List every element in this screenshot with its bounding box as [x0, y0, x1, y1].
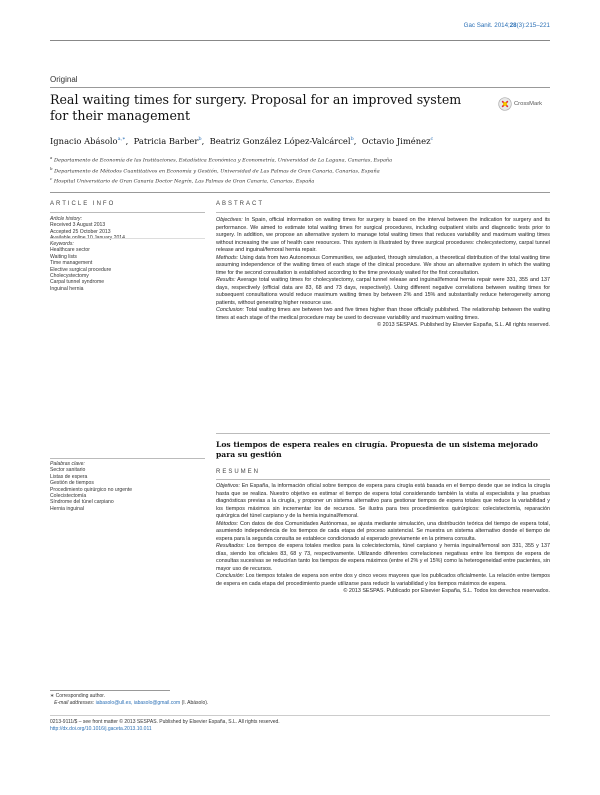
- keyword-item: Inguinal hernia: [50, 285, 84, 292]
- article-info-heading: ARTICLE INFO: [50, 201, 116, 207]
- abstract-heading: ABSTRACT: [216, 201, 265, 207]
- abstract-rule: [216, 212, 550, 213]
- keyword-item: Listas de espera: [50, 473, 88, 480]
- author-name[interactable]: Octavio Jiménez: [361, 136, 431, 146]
- author-name[interactable]: Ignacio Abásolo: [50, 136, 118, 146]
- keyword-item: Síndrome del túnel carpiano: [50, 499, 114, 506]
- footer-rule: [50, 715, 550, 716]
- author-affil-sup[interactable]: b: [350, 136, 354, 143]
- resumen-copyright: © 2013 SESPAS. Publicado por Elsevier España, S.L. Todos los derechos reservados.: [343, 588, 550, 594]
- abstract-paragraph: Objetivos: En España, la información oficial sobre tiempos de espera para cirugía está basada en el tiempo desde que se indica la cirugía hasta que se realiza. Nuestro objetivo es estimar el tiempo de espera total considerando también la visita al especialista y las pruebas diagnósticas previas a la cirugía, y proponer un sistema alternativo para gestionar tiempos de espera totales que reduce la variabilidad y los tiempos máximos sin incrementar los de recursos. Se ilustra para tres procedimientos quirúrgicos: colecistectomía, reparación quirúrgica del túnel carpiano y de la hernia inguinal/femoral.: [216, 483, 551, 519]
- article-info-rule: [50, 212, 205, 213]
- abstract-spanish: [216, 483, 550, 596]
- history-item: Accepted 25 October 2013: [50, 228, 111, 235]
- resumen-heading: RESUMEN: [216, 469, 261, 475]
- keyword-item: Cholecystectomy: [50, 273, 89, 280]
- issn-footer: 0213-9111/$ – see front matter © 2013 SESPAS. Published by Elsevier España, S.L. All rights reserved. http://dx.doi.org/10.1016/j.gaceta.2013.10.011: [50, 719, 280, 732]
- email-link[interactable]: iabasolo@ull.es, iabasolo@gmail.com: [95, 699, 181, 706]
- keyword-item: Hernia inguinal: [50, 505, 84, 512]
- author-affil-sup[interactable]: a,∗: [117, 136, 126, 143]
- doi-link[interactable]: http://dx.doi.org/10.1016/j.gaceta.2013.10.011: [50, 726, 152, 732]
- abstract-english: [216, 217, 550, 330]
- crossmark-badge[interactable]: [498, 96, 550, 112]
- footnote-rule: [50, 690, 170, 691]
- keyword-item: Waiting lists: [50, 253, 77, 260]
- palabras-rule: [50, 458, 205, 459]
- keyword-item: Gestión de tiempos: [50, 480, 94, 487]
- article-history: Article history: Received 3 August 2013 Accepted 25 October 2013: [50, 216, 205, 242]
- title-rule: [50, 87, 550, 88]
- keywords: Keywords: Healthcare sector Waiting lists Time management Elective surgical procedure Cholecystectomy Carpal tunnel syndrome Inguinal hernia: [50, 241, 205, 292]
- affiliations: [50, 154, 392, 186]
- affiliation-item: $^c$ Hospital Universitario de Gran Canaria Doctor Negrín, Las Palmas de Gran Canaria, Canarias, España: [50, 176, 315, 185]
- keyword-item: Time management: [50, 260, 93, 267]
- resumen-rule: [216, 479, 550, 480]
- section-label: Original: [50, 75, 78, 84]
- journal-reference[interactable]: Gac Sanit. 2014;28(3):215–221: [463, 22, 550, 29]
- crossmark-icon: [498, 97, 512, 111]
- corresponding-author-note: ∗ Corresponding author. E-mail addresses: iabasolo@ull.es, iabasolo@gmail.com (I. Abásolo).: [50, 693, 209, 706]
- crossmark-label: CrossMark: [514, 101, 543, 107]
- palabras-clave: Palabras clave: Sector sanitario Listas de espera Gestión de tiempos Procedimiento quirúrgico no urgente Colecistectomía Síndrome del túnel carpiano Hernia inguinal: [50, 461, 205, 512]
- keyword-item: Colecistectomía: [50, 493, 87, 500]
- keyword-item: Carpal tunnel syndrome: [50, 279, 105, 286]
- author-name[interactable]: Beatriz González López-Valcárcel: [209, 136, 351, 146]
- abstract-paragraph: Methods: Using data from two Autonomous Communities, we adjusted, through simulation, a theoretical distribution of the total waiting time assuming independence of the waiting times of each stage of the clinical procedure. We show an alternative system in which the waiting time for the second consultation is established according to the time previously waited for the first consultation.: [216, 254, 551, 276]
- abstract-paragraph: Objectives: In Spain, official information on waiting times for surgery is based on the interval between the indication for surgery and its performance. We aimed to estimate total waiting times for surgical procedures, including outpatient visits and diagnostic tests prior to surgery. In addition, we propose an alternative system to manage total waiting times that reduces variability and maximum waiting times without increasing the use of health care resources. This system is illustrated by three surgical procedures: cholecystectomy, carpal tunnel release and inguinal/femoral hernia repair.: [216, 217, 550, 253]
- affiliation-item: $^b$ Departamento de Métodos Cuantitativos en Economía y Gestión, Universidad de Las Palmas de Gran Canaria, Canarias, España: [50, 165, 380, 175]
- spanish-title: Los tiempos de espera reales en cirugía. Propuesta de un sistema mejorado para su gestión: [216, 440, 538, 459]
- keyword-item: Sector sanitario: [50, 467, 86, 474]
- header-rule: [50, 40, 550, 41]
- abstract-paragraph: Conclusión: Los tiempos totales de espera son entre dos y cinco veces mayores que los publicados oficialmente. La relación entre tiempos de espera en cada etapa del procedimiento puede utilizarse para reducir la variabilidad y los tiempos máximos de espera.: [216, 573, 551, 587]
- affiliation-item: $^a$ Departamento de Economía de las Instituciones, Estadística Económica y Econometría, Universidad de La Laguna, Canarias, España: [50, 155, 393, 164]
- keyword-item: Elective surgical procedure: [50, 266, 112, 273]
- abstract-copyright: © 2013 SESPAS. Published by Elsevier España, S.L. All rights reserved.: [377, 322, 550, 328]
- abstract-paragraph: Resultados: Los tiempos de espera totales medios para la colecistectomía, túnel carpiano y hernia inguinal/femoral son 331, 355 y 137 días, siendo los oficiales 83, 68 y 73, respectivamente. Utilizando diferentes correlaciones negativas entre los tiempos de espera de consultas sucesivas se reducirían tanto los tiempos de espera máximos (entre el 2% y el 15%) como la heterogeneidad entre pacientes, sin mayor uso de recursos.: [216, 543, 550, 572]
- keywords-rule: [50, 238, 205, 239]
- abstract-paragraph: Métodos: Con datos de dos Comunidades Autónomas, se ajusta mediante simulación, una distribución teórica del tiempo de espera total, asumiendo independencia de los tiempos de cada etapa del proceso asistencial. Se muestra un sistema alternativo donde el tiempo de espera para la segunda consulta se establece condicionado al esperado previamente en la primera consulta.: [216, 520, 550, 542]
- abstract-paragraph: Conclusion: Total waiting times are between two and five times higher than those officially published. The relationship between the waiting times at each stage of the medical procedure may be used to decrease variability and maximum waiting times.: [216, 307, 550, 321]
- abstract-paragraph: Results: Average total waiting times for cholecystectomy, carpal tunnel release and inguinal/femoral hernia repair were 331, 355 and 137 days, respectively (official data are 83, 68 and 73 days, respectively). Using different negative correlations between waiting times for subsequent consultations would reduce maximum waiting times by between 2% and 15% and substantially reduce heterogeneity among patients, without generating higher resource use.: [216, 277, 550, 306]
- history-item: Received 3 August 2013: [50, 222, 106, 229]
- spanish-rule: [216, 433, 550, 434]
- author-list: Ignacio Abásolo$^{a,∗}$, Patricia Barber$^b$, Beatriz González López-Valcárcel$^b$, Octavio Jiménez$^c$: [50, 136, 434, 146]
- keyword-item: Healthcare sector: [50, 247, 90, 254]
- keyword-item: Procedimiento quirúrgico no urgente: [50, 486, 133, 493]
- affiliation-rule: [50, 192, 550, 193]
- article-title: Real waiting times for surgery. Proposal for an improved system for their management: [50, 92, 462, 123]
- author-affil-sup[interactable]: c: [430, 136, 434, 143]
- author-name[interactable]: Patricia Barber: [133, 136, 199, 146]
- author-affil-sup[interactable]: b: [198, 136, 202, 143]
